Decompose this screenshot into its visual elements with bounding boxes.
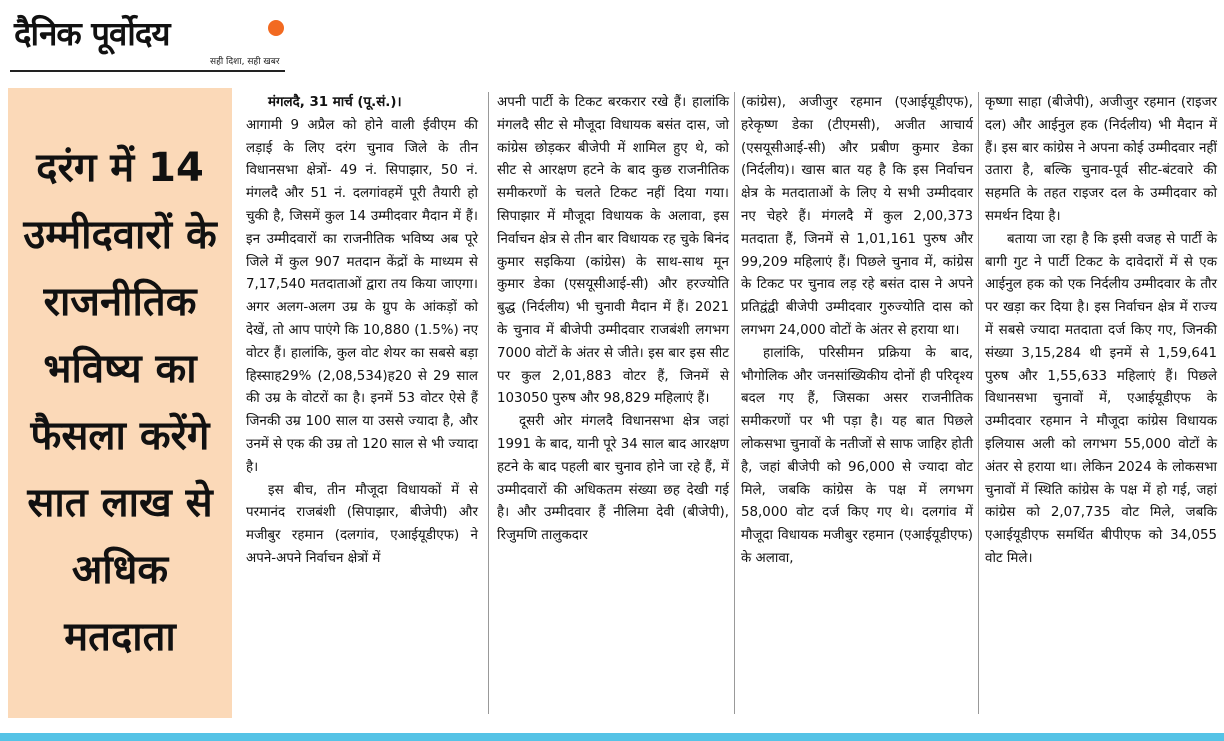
paragraph: बताया जा रहा है कि इसी वजह से पार्टी के बागी गुट ने पार्टी टिकट के दावेदारों में से एक आईनुल हक को एक निर्दलीय उम्मीदवार के तौर पर खड़ा कर दिया है। इस निर्वाचन क्षेत्र में राज्य में सबसे ज्यादा मतदाता दर्ज किए गए, जिनकी संख्या 3,15,284 थी इनमें से 1,59,641 पुरुष और 1,55,633 महिलाएं हैं। पिछले विधानसभा चुनावों में, एआईयूडीएफ के उम्मीदवार रहमान ने मौजूदा कांग्रेस विधायक इलियास अली को लगभग 55,000 वोटों के अंतर से हराया था। लेकिन 2024 के लोकसभा चुनावों में स्थिति कांग्रेस के पक्ष में हो गई, जहां कांग्रेस को 2,07,735 वोट मिले, जबकि एआईयूडीएफ समर्थित बीपीएफ को 34,055 वोट मिले। (985, 231, 1217, 566)
bottom-bar (0, 733, 1224, 741)
newspaper-logo: दैनिक पूर्वोदय (14, 14, 170, 53)
newspaper-tagline: सही दिशा, सही खबर (210, 57, 280, 67)
article-column-2 (497, 92, 729, 548)
logo-dot-icon (268, 20, 284, 36)
column-divider (488, 92, 489, 714)
masthead (10, 8, 290, 70)
column-divider (734, 92, 735, 714)
article-column-4 (985, 92, 1217, 571)
column-divider (978, 92, 979, 714)
paragraph: इस बीच, तीन मौजूदा विधायकों में से परमानंद राजबंशी (सिपाझार, बीजेपी) और मजीबुर रहमान (दलगांव, एआईयूडीएफ) ने अपने-अपने निर्वाचन क्षेत्रों में (246, 482, 478, 566)
article-column-3 (741, 92, 973, 571)
paragraph: आगामी 9 अप्रैल को होने वाली ईवीएम की लड़ाई के लिए दरंग चुनाव जिले के तीन विधानसभा क्षेत्रों- 49 नं. सिपाझार, 50 नं. मंगलदै और 51 नं. दलगांवहमें पूरी तैयारी हो चुकी है, जिसमें कुल 14 उम्मीदवार मैदान में हैं। इन उम्मीदवारों का राजनीतिक भविष्य अब पूरे जिले में कुल 907 मतदान केंद्रों के माध्यम से 7,17,540 मतदाताओं द्वारा तय किया जाएगा। अगर अलग-अलग उम्र के ग्रुप के आंकड़ों को देखें, तो आप पाएंगे कि 10,880 (1.5%) नए वोटर हैं। हालांकि, कुल वोट शेयर का सबसे बड़ा हिस्साह29% (2,08,534)ह20 से 29 साल की उम्र के वोटरों का है। इनमें 53 वोटर ऐसे हैं जिनकी उम्र 100 साल या उससे ज्यादा है, और उनमें से एक की उम्र तो 120 साल से भी ज्यादा है। (246, 117, 478, 475)
article-column-1 (246, 92, 478, 571)
headline: दरंग में 14 उम्मीदवारों के राजनीतिक भविष्य का फैसला करेंगे सात लाख से अधिक मतदाता (23, 145, 217, 660)
paragraph: दूसरी ओर मंगलदै विधानसभा क्षेत्र जहां 1991 के बाद, यानी पूरे 34 साल बाद आरक्षण हटने के बाद पहली बार चुनाव होने जा रहे हैं, में उम्मीदवारों की अधिकतम संख्या छह देखी गई है। और उम्मीदवार हैं नीलिमा देवी (बीजेपी), रिजुमणि तालुकदार (497, 414, 729, 544)
masthead-rule (10, 70, 285, 72)
paragraph: अपनी पार्टी के टिकट बरकरार रखे हैं। हालांकि मंगलदै सीट से मौजूदा विधायक बसंत दास, जो कांग्रेस छोड़कर बीजेपी में शामिल हुए थे, को सीट से आरक्षण हटने के बाद कुछ राजनीतिक समीकरणों के चलते टिकट नहीं दिया गया। सिपाझार में मौजूदा विधायक के अलावा, इस निर्वाचन क्षेत्र से तीन बार विधायक रह चुके बिनंद कुमार सइकिया (कांग्रेस) के साथ-साथ मून कुमार डेका (एसयूसीआई-सी) और हरज्योति बुद्ध (निर्दलीय) भी चुनावी मैदान में हैं। 2021 के चुनाव में बीजेपी उम्मीदवार राजबंशी लगभग 7000 वोटों के अंतर से जीते। इस बार इस सीट पर कुल 2,01,883 वोटर हैं, जिनमें से 103050 पुरुष और 98,829 महिलाएं हैं। (497, 95, 729, 407)
dateline: मंगलदै, 31 मार्च (पू.सं.)। (268, 95, 402, 110)
paragraph: कृष्णा साहा (बीजेपी), अजीजुर रहमान (राइजर दल) और आईनुल हक (निर्दलीय) भी मैदान में हैं। इस बार कांग्रेस ने अपना कोई उम्मीदवार नहीं उतारा है, बल्कि चुनाव-पूर्व सीट-बंटवारे की सहमति के तहत राइजर दल के उम्मीदवार को समर्थन दिया है। (985, 95, 1217, 224)
paragraph: (कांग्रेस), अजीजुर रहमान (एआईयूडीएफ), हरेकृष्ण डेका (टीएमसी), अजीत आचार्य (एसयूसीआई-सी) और प्रबीण कुमार डेका (निर्दलीय)। खास बात यह है कि इस निर्वाचन क्षेत्र के मतदाताओं के लिए ये सभी उम्मीदवार नए चेहरे हैं। मंगलदै में कुल 2,00,373 मतदाता हैं, जिनमें से 1,01,161 पुरुष और 99,209 महिलाएं हैं। पिछले चुनाव में, कांग्रेस के टिकट पर चुनाव लड़ रहे बसंत दास ने अपने प्रतिद्वंद्वी बीजेपी उम्मीदवार गुरुज्योति दास को लगभग 24,000 वोटों के अंतर से हराया था। (741, 95, 973, 338)
paragraph: हालांकि, परिसीमन प्रक्रिया के बाद, भौगोलिक और जनसांख्यिकीय दोनों ही परिदृश्य बदल गए हैं, जिसका असर राजनीतिक समीकरणों पर भी पड़ा है। यह बात पिछले लोकसभा चुनावों के नतीजों से साफ जाहिर होती है, जहां बीजेपी को 96,000 से ज्यादा वोट मिले, जबकि कांग्रेस के पक्ष में लगभग 58,000 वोट दर्ज किए गए थे। दलगांव में मौजूदा विधायक मजीबुर रहमान (एआईयूडीएफ) के अलावा, (741, 345, 973, 566)
headline-box (8, 88, 232, 718)
